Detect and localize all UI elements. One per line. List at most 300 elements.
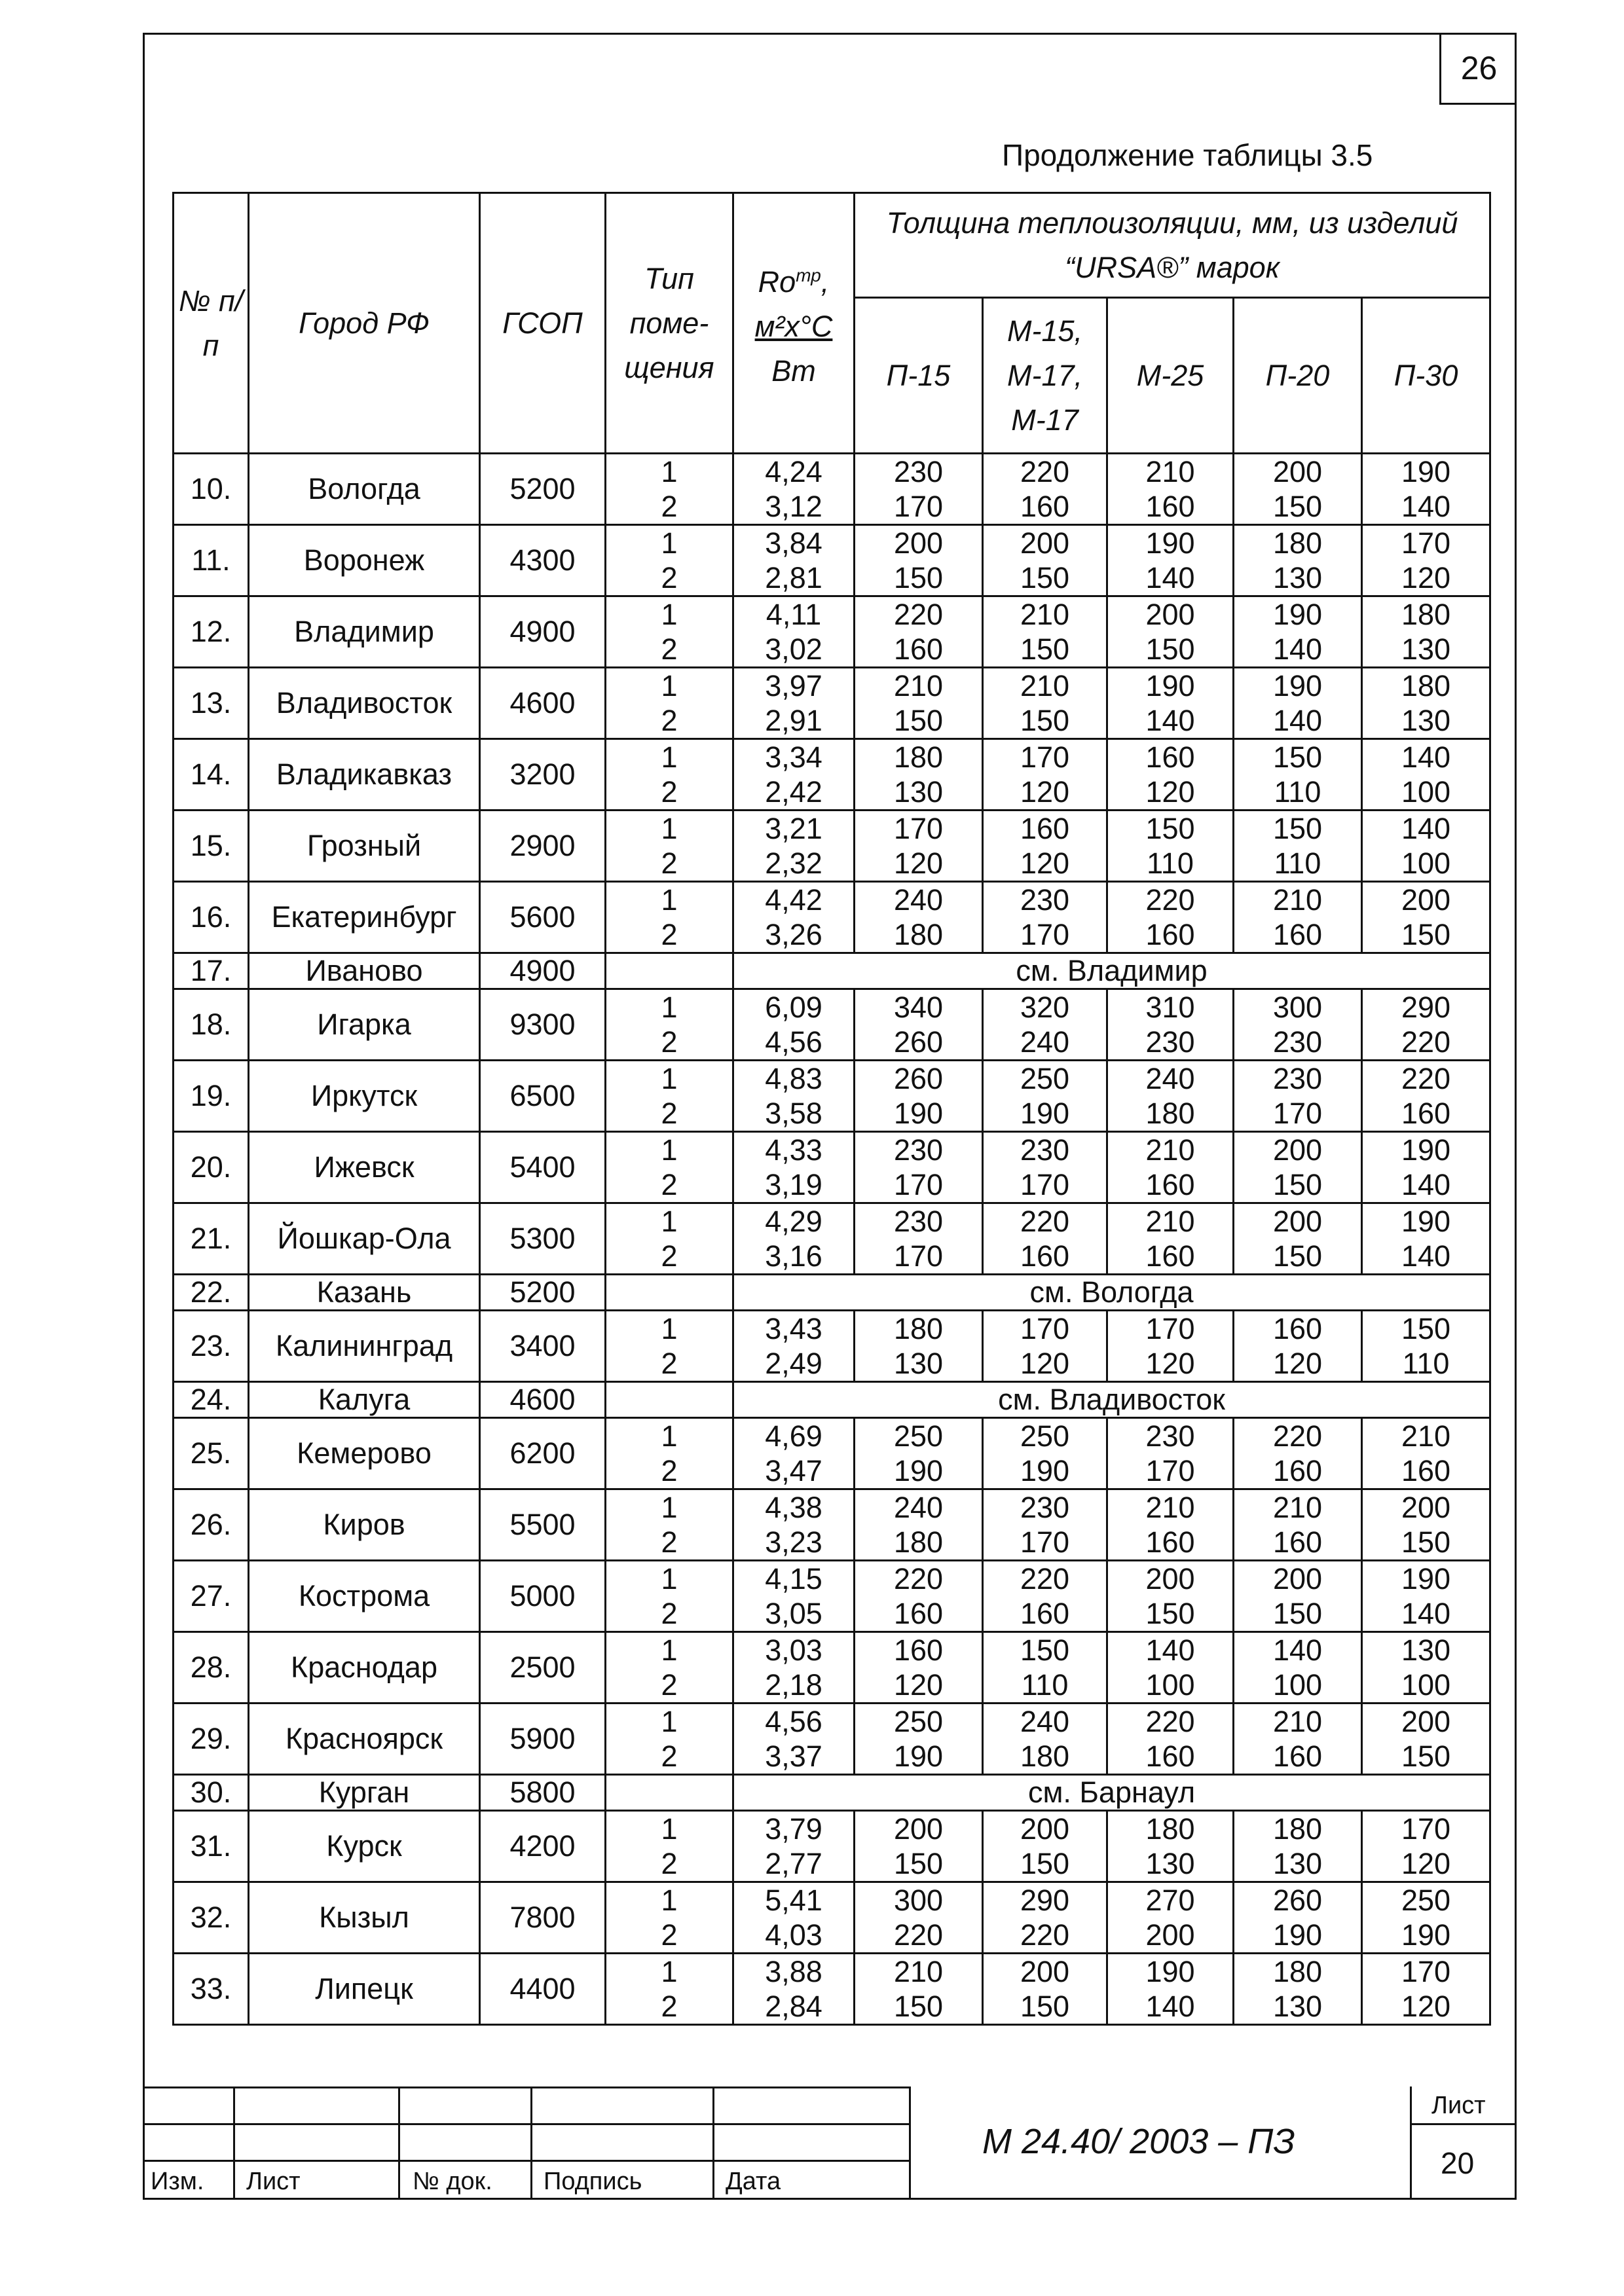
thickness-value-line: 220 <box>1272 1419 1323 1453</box>
resistance-value-line: 3,05 <box>765 1597 822 1630</box>
insulation-table <box>172 192 1491 2026</box>
city-name: Красноярск <box>249 1704 480 1775</box>
city-name: Курск <box>249 1811 480 1882</box>
thickness-value-line: 180 <box>893 1312 944 1345</box>
resistance-value <box>733 1704 855 1775</box>
header-col: П-20 <box>1234 298 1362 454</box>
thickness-value <box>1107 882 1234 953</box>
resistance-value-line: 3,43 <box>765 1312 822 1345</box>
thickness-value <box>983 1954 1107 2025</box>
thickness-value-line: 120 <box>1020 847 1070 880</box>
thickness-value-line: 240 <box>893 1491 944 1524</box>
header-resistance-sup: тр <box>796 264 821 285</box>
thickness-value-line: 140 <box>1401 740 1451 774</box>
thickness-value-line: 130 <box>893 1347 944 1380</box>
thickness-value <box>855 525 983 596</box>
thickness-value-line: 160 <box>1020 1597 1070 1630</box>
thickness-value <box>855 668 983 739</box>
room-type <box>606 1382 733 1418</box>
thickness-value-line: 230 <box>1145 1419 1195 1453</box>
thickness-value-line: 130 <box>1401 632 1451 666</box>
thickness-value-line: 200 <box>1145 1918 1195 1952</box>
room-type-line: 1 <box>661 669 678 702</box>
thickness-value-line: 130 <box>1145 1847 1195 1880</box>
thickness-value-line: 190 <box>893 1454 944 1487</box>
thickness-value-line: 260 <box>893 1025 944 1059</box>
city-name: Краснодар <box>249 1632 480 1704</box>
thickness-value-line: 250 <box>1020 1062 1070 1095</box>
thickness-value-line: 190 <box>1401 1562 1451 1595</box>
thickness-value-line: 250 <box>893 1705 944 1738</box>
thickness-value <box>1107 989 1234 1061</box>
thickness-value-line: 160 <box>1145 740 1195 774</box>
thickness-value-line: 220 <box>893 598 944 631</box>
thickness-value <box>1107 1061 1234 1132</box>
thickness-value <box>855 989 983 1061</box>
room-type <box>606 1418 733 1489</box>
thickness-value <box>983 1882 1107 1954</box>
resistance-value-line: 4,29 <box>765 1205 822 1238</box>
thickness-value-line: 230 <box>1020 883 1070 917</box>
resistance-value-line: 4,33 <box>765 1133 822 1167</box>
gsop-value: 2900 <box>480 811 606 882</box>
thickness-value <box>855 1954 983 2025</box>
thickness-value <box>983 1418 1107 1489</box>
room-type-line: 1 <box>661 740 678 774</box>
thickness-value <box>983 739 1107 811</box>
thickness-value <box>1234 1882 1362 1954</box>
thickness-value-line: 220 <box>893 1918 944 1952</box>
thickness-value <box>983 454 1107 525</box>
thickness-value <box>855 882 983 953</box>
room-type-line: 1 <box>661 1133 678 1167</box>
row-number: 27. <box>174 1561 249 1632</box>
thickness-value-line: 140 <box>1145 1990 1195 2023</box>
thickness-value <box>1234 1704 1362 1775</box>
thickness-value-line: 230 <box>893 455 944 488</box>
thickness-value-line: 120 <box>1401 1990 1451 2023</box>
thickness-value-line: 200 <box>1020 526 1070 560</box>
header-col: П-30 <box>1362 298 1490 454</box>
thickness-value <box>983 811 1107 882</box>
room-type <box>606 1311 733 1382</box>
thickness-value-line: 210 <box>1145 1133 1195 1167</box>
resistance-value-line: 3,03 <box>765 1633 822 1667</box>
thickness-value-line: 240 <box>1020 1025 1070 1059</box>
room-type <box>606 525 733 596</box>
thickness-value-line: 160 <box>1401 1097 1451 1130</box>
table-row <box>174 1132 1490 1203</box>
room-type <box>606 882 733 953</box>
thickness-value-line: 220 <box>1145 1705 1195 1738</box>
resistance-value <box>733 596 855 668</box>
thickness-value-line: 130 <box>893 775 944 809</box>
thickness-value <box>855 1418 983 1489</box>
room-type <box>606 1203 733 1275</box>
thickness-value <box>983 989 1107 1061</box>
room-type <box>606 1954 733 2025</box>
thickness-value-line: 110 <box>1402 1347 1450 1380</box>
thickness-value-line: 190 <box>1145 1955 1195 1988</box>
resistance-value-line: 3,58 <box>765 1097 822 1130</box>
row-number: 22. <box>174 1275 249 1311</box>
thickness-value <box>1107 1704 1234 1775</box>
header-resistance-units: м²x°C <box>754 309 833 343</box>
thickness-value <box>855 1311 983 1382</box>
thickness-value <box>983 1132 1107 1203</box>
resistance-value-line: 3,26 <box>765 918 822 951</box>
thickness-value-line: 110 <box>1147 847 1194 880</box>
thickness-value-line: 160 <box>1272 918 1323 951</box>
thickness-value <box>1362 989 1490 1061</box>
label-doc: № док. <box>413 2168 492 2195</box>
room-type-line: 1 <box>661 1491 678 1524</box>
gsop-value: 5500 <box>480 1489 606 1561</box>
table-row <box>174 1382 1490 1418</box>
thickness-value <box>1107 1203 1234 1275</box>
thickness-value-line: 320 <box>1020 991 1070 1024</box>
thickness-value <box>1107 1311 1234 1382</box>
thickness-value <box>855 1489 983 1561</box>
row-number: 18. <box>174 989 249 1061</box>
thickness-value-line: 200 <box>1020 1955 1070 1988</box>
thickness-value-line: 190 <box>893 1097 944 1130</box>
resistance-value-line: 3,23 <box>765 1525 822 1559</box>
header-room-type: Тип поме- щения <box>606 193 733 454</box>
thickness-value <box>1362 1561 1490 1632</box>
thickness-value-line: 190 <box>1272 598 1323 631</box>
thickness-value-line: 180 <box>1272 1812 1323 1846</box>
thickness-value-line: 150 <box>1272 1239 1323 1273</box>
thickness-value <box>1234 1489 1362 1561</box>
see-reference: см. Вологда <box>733 1275 1490 1311</box>
row-number: 33. <box>174 1954 249 2025</box>
thickness-value <box>1362 1203 1490 1275</box>
room-type <box>606 1132 733 1203</box>
thickness-value-line: 250 <box>1020 1419 1070 1453</box>
thickness-value-line: 160 <box>1145 490 1195 523</box>
label-date: Дата <box>726 2168 781 2195</box>
thickness-value-line: 160 <box>893 632 944 666</box>
resistance-value-line: 4,24 <box>765 455 822 488</box>
gsop-value: 5800 <box>480 1775 606 1811</box>
thickness-value <box>1362 525 1490 596</box>
thickness-value-line: 120 <box>893 1668 944 1702</box>
thickness-value-line: 180 <box>1145 1812 1195 1846</box>
thickness-value-line: 110 <box>1274 847 1321 880</box>
gsop-value: 4600 <box>480 1382 606 1418</box>
room-type-line: 2 <box>661 1668 678 1702</box>
thickness-value-line: 130 <box>1272 1990 1323 2023</box>
thickness-value-line: 200 <box>893 526 944 560</box>
table-row <box>174 739 1490 811</box>
header-num: № п/п <box>174 193 249 454</box>
table-row <box>174 1418 1490 1489</box>
room-type-line: 2 <box>661 1990 678 2023</box>
thickness-value-line: 180 <box>1401 669 1451 702</box>
room-type-line: 2 <box>661 847 678 880</box>
thickness-value <box>1362 1132 1490 1203</box>
row-number: 14. <box>174 739 249 811</box>
row-number: 29. <box>174 1704 249 1775</box>
thickness-value-line: 140 <box>1401 490 1451 523</box>
table-row <box>174 1775 1490 1811</box>
gsop-value: 4300 <box>480 525 606 596</box>
city-name: Йошкар-Ола <box>249 1203 480 1275</box>
thickness-value-line: 230 <box>1145 1025 1195 1059</box>
thickness-value-line: 100 <box>1272 1668 1323 1702</box>
gsop-value: 5300 <box>480 1203 606 1275</box>
room-type-line: 2 <box>661 775 678 809</box>
thickness-value <box>1234 1132 1362 1203</box>
room-type-line: 1 <box>661 991 678 1024</box>
table-row <box>174 1954 1490 2025</box>
thickness-value-line: 160 <box>1401 1454 1451 1487</box>
thickness-value <box>1107 1132 1234 1203</box>
thickness-value-line: 140 <box>1401 1597 1451 1630</box>
room-type <box>606 1632 733 1704</box>
thickness-value <box>1234 1061 1362 1132</box>
header-resistance-units2: Вт <box>771 354 816 388</box>
thickness-value-line: 230 <box>1020 1133 1070 1167</box>
thickness-value-line: 200 <box>1145 598 1195 631</box>
resistance-value <box>733 1561 855 1632</box>
thickness-value <box>983 1704 1107 1775</box>
thickness-value-line: 170 <box>893 1239 944 1273</box>
thickness-value-line: 290 <box>1401 991 1451 1024</box>
room-type-line: 1 <box>661 1884 678 1917</box>
room-type-line: 2 <box>661 1239 678 1273</box>
thickness-value-line: 200 <box>1401 1491 1451 1524</box>
room-type <box>606 811 733 882</box>
city-name: Кострома <box>249 1561 480 1632</box>
thickness-value-line: 260 <box>1272 1884 1323 1917</box>
thickness-value-line: 160 <box>1272 1312 1323 1345</box>
table-row <box>174 454 1490 525</box>
thickness-value-line: 160 <box>1145 1740 1195 1773</box>
thickness-value-line: 190 <box>1401 1205 1451 1238</box>
table-row <box>174 1061 1490 1132</box>
resistance-value-line: 4,56 <box>765 1705 822 1738</box>
thickness-value <box>1362 1632 1490 1704</box>
thickness-value-line: 160 <box>1272 1740 1323 1773</box>
thickness-value <box>983 1203 1107 1275</box>
city-name: Вологда <box>249 454 480 525</box>
room-type-line: 1 <box>661 883 678 917</box>
thickness-value-line: 180 <box>1020 1740 1070 1773</box>
city-name: Липецк <box>249 1954 480 2025</box>
table-row <box>174 1882 1490 1954</box>
city-name: Кемерово <box>249 1418 480 1489</box>
thickness-value-line: 170 <box>1020 740 1070 774</box>
room-type-line: 2 <box>661 1847 678 1880</box>
thickness-value <box>1362 596 1490 668</box>
thickness-value-line: 180 <box>893 1525 944 1559</box>
header-col: М-25 <box>1107 298 1234 454</box>
thickness-value-line: 190 <box>1020 1454 1070 1487</box>
label-sheet: Лист <box>1431 2092 1486 2119</box>
header-city: Город РФ <box>249 193 480 454</box>
thickness-value-line: 150 <box>1272 812 1323 845</box>
title-block <box>143 2086 1517 2200</box>
resistance-value-line: 4,38 <box>765 1491 822 1524</box>
thickness-value <box>1107 1489 1234 1561</box>
gsop-value: 2500 <box>480 1632 606 1704</box>
table-row <box>174 1811 1490 1882</box>
thickness-value-line: 220 <box>1145 883 1195 917</box>
city-name: Ижевск <box>249 1132 480 1203</box>
thickness-value-line: 140 <box>1401 812 1451 845</box>
thickness-value-line: 200 <box>1020 1812 1070 1846</box>
thickness-value-line: 300 <box>1272 991 1323 1024</box>
thickness-value-line: 150 <box>1401 1312 1451 1345</box>
thickness-value-line: 100 <box>1401 847 1451 880</box>
thickness-value-line: 250 <box>1401 1884 1451 1917</box>
thickness-value-line: 290 <box>1020 1884 1070 1917</box>
resistance-value-line: 2,32 <box>765 847 822 880</box>
resistance-value <box>733 1811 855 1882</box>
thickness-value-line: 120 <box>1272 1347 1323 1380</box>
gsop-value: 6500 <box>480 1061 606 1132</box>
thickness-value-line: 190 <box>893 1740 944 1773</box>
resistance-value <box>733 525 855 596</box>
row-number: 32. <box>174 1882 249 1954</box>
room-type-line: 2 <box>661 704 678 737</box>
thickness-value <box>1362 1489 1490 1561</box>
thickness-value <box>1107 668 1234 739</box>
thickness-value-line: 210 <box>893 669 944 702</box>
table-row <box>174 1632 1490 1704</box>
resistance-value <box>733 811 855 882</box>
thickness-value-line: 140 <box>1401 1239 1451 1273</box>
city-name: Иркутск <box>249 1061 480 1132</box>
header-gsop: ГСОП <box>480 193 606 454</box>
resistance-value-line: 3,84 <box>765 526 822 560</box>
thickness-value <box>1234 1954 1362 2025</box>
thickness-value-line: 150 <box>893 1847 944 1880</box>
row-number: 30. <box>174 1775 249 1811</box>
thickness-value-line: 150 <box>893 1990 944 2023</box>
thickness-value <box>855 811 983 882</box>
thickness-value-line: 110 <box>1274 775 1321 809</box>
resistance-value-line: 3,37 <box>765 1740 822 1773</box>
thickness-value-line: 200 <box>1272 1205 1323 1238</box>
thickness-value-line: 210 <box>1020 598 1070 631</box>
thickness-value-line: 210 <box>1145 1491 1195 1524</box>
gsop-value: 4400 <box>480 1954 606 2025</box>
resistance-value-line: 3,47 <box>765 1454 822 1487</box>
thickness-value-line: 150 <box>1020 1847 1070 1880</box>
thickness-value-line: 150 <box>1145 632 1195 666</box>
thickness-value <box>1234 454 1362 525</box>
thickness-value-line: 200 <box>1145 1562 1195 1595</box>
resistance-value <box>733 739 855 811</box>
label-izm: Изм. <box>151 2168 204 2195</box>
resistance-value-line: 3,16 <box>765 1239 822 1273</box>
resistance-value <box>733 1418 855 1489</box>
room-type <box>606 1561 733 1632</box>
thickness-value-line: 120 <box>893 847 944 880</box>
thickness-value-line: 210 <box>1145 455 1195 488</box>
thickness-value-line: 130 <box>1272 1847 1323 1880</box>
thickness-value <box>1362 1311 1490 1382</box>
table-row <box>174 811 1490 882</box>
thickness-value-line: 150 <box>1020 632 1070 666</box>
room-type-line: 1 <box>661 1419 678 1453</box>
thickness-value <box>855 596 983 668</box>
thickness-value-line: 120 <box>1145 1347 1195 1380</box>
thickness-value-line: 250 <box>893 1419 944 1453</box>
resistance-value <box>733 1203 855 1275</box>
resistance-value-line: 4,11 <box>766 598 822 631</box>
thickness-value-line: 160 <box>1145 1525 1195 1559</box>
row-number: 16. <box>174 882 249 953</box>
thickness-value <box>1234 1418 1362 1489</box>
thickness-value-line: 170 <box>1401 1812 1451 1846</box>
city-name: Киров <box>249 1489 480 1561</box>
thickness-value-line: 160 <box>1272 1525 1323 1559</box>
room-type <box>606 989 733 1061</box>
thickness-value <box>1362 1882 1490 1954</box>
row-number: 31. <box>174 1811 249 1882</box>
thickness-value-line: 160 <box>1145 1168 1195 1201</box>
thickness-value-line: 220 <box>1020 455 1070 488</box>
table-row <box>174 525 1490 596</box>
resistance-value-line: 4,42 <box>765 883 822 917</box>
thickness-value-line: 150 <box>1020 561 1070 594</box>
label-sign: Подпись <box>544 2168 642 2195</box>
room-type-line: 1 <box>661 1812 678 1846</box>
thickness-value-line: 170 <box>1020 1525 1070 1559</box>
thickness-value-line: 160 <box>1020 1239 1070 1273</box>
resistance-value-line: 5,41 <box>765 1884 822 1917</box>
header-resistance: $Rо^{тр}$, м²x°C Вт <box>733 193 855 454</box>
room-type <box>606 1704 733 1775</box>
thickness-value <box>983 1561 1107 1632</box>
room-type <box>606 1061 733 1132</box>
thickness-value-line: 270 <box>1145 1884 1195 1917</box>
thickness-value <box>983 882 1107 953</box>
thickness-value-line: 140 <box>1145 704 1195 737</box>
resistance-value-line: 4,03 <box>765 1918 822 1952</box>
room-type-line: 1 <box>661 1705 678 1738</box>
gsop-value: 4900 <box>480 596 606 668</box>
thickness-value <box>1234 1632 1362 1704</box>
thickness-value <box>1234 596 1362 668</box>
thickness-value-line: 210 <box>1020 669 1070 702</box>
thickness-value <box>1107 811 1234 882</box>
thickness-value-line: 150 <box>1401 1525 1451 1559</box>
table-caption: Продолжение таблицы 3.5 <box>1002 138 1373 172</box>
resistance-value <box>733 989 855 1061</box>
thickness-value <box>855 1632 983 1704</box>
thickness-value-line: 120 <box>1145 775 1195 809</box>
row-number: 24. <box>174 1382 249 1418</box>
thickness-value <box>1107 596 1234 668</box>
thickness-value-line: 100 <box>1401 775 1451 809</box>
sheet-number: 20 <box>1441 2146 1475 2180</box>
thickness-value-line: 130 <box>1401 1633 1451 1667</box>
room-type-line: 2 <box>661 1168 678 1201</box>
row-number: 12. <box>174 596 249 668</box>
city-name: Владивосток <box>249 668 480 739</box>
thickness-value <box>1362 882 1490 953</box>
thickness-value-line: 170 <box>893 812 944 845</box>
thickness-value-line: 190 <box>1020 1097 1070 1130</box>
resistance-value-line: 3,12 <box>765 490 822 523</box>
gsop-value: 4600 <box>480 668 606 739</box>
thickness-value <box>1362 1954 1490 2025</box>
